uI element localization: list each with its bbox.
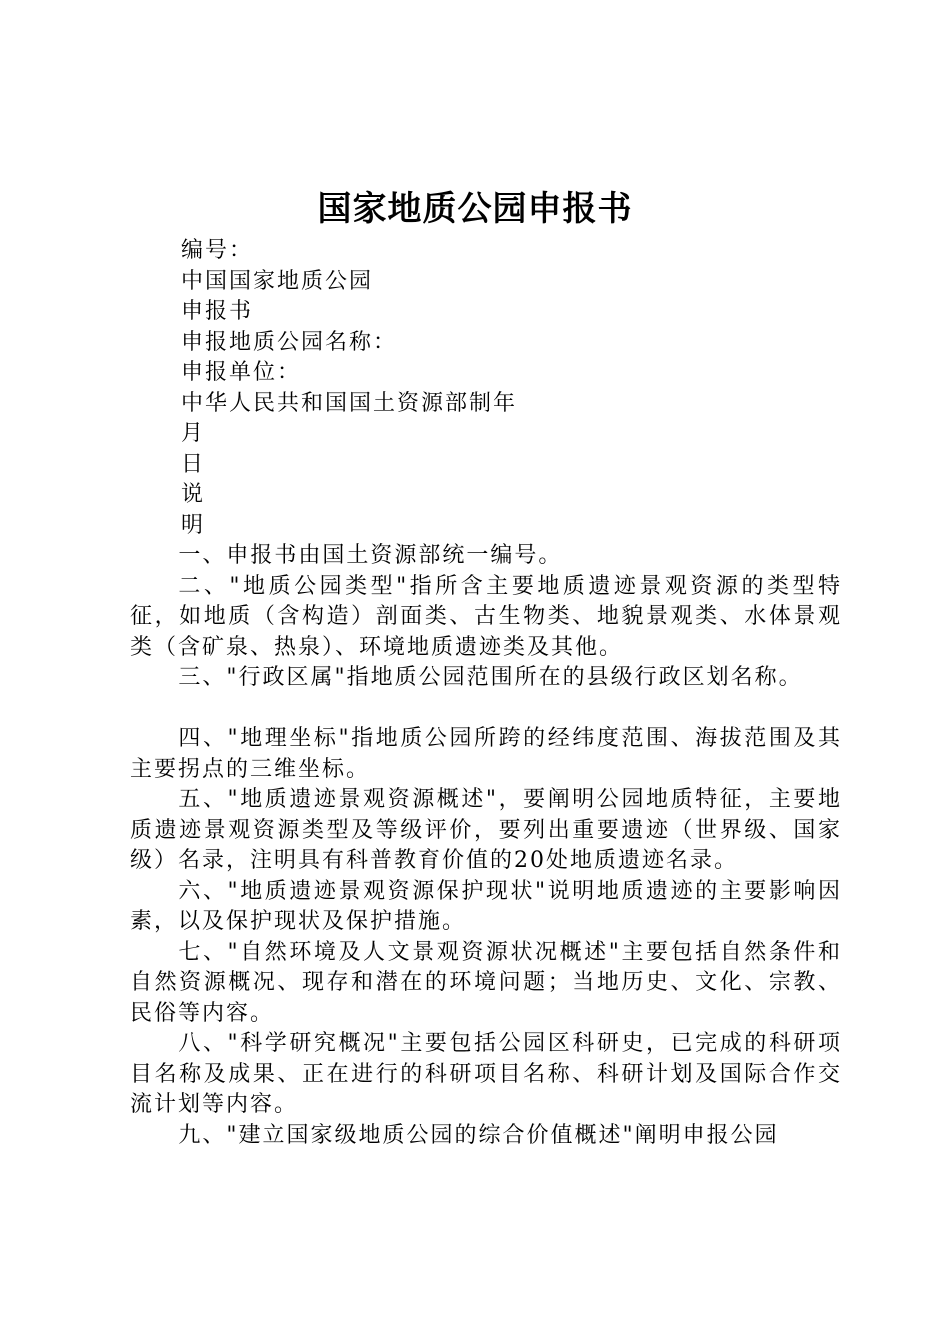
- cover-line-applicant: 申报单位：: [181, 360, 302, 385]
- instruction-paragraph: 五、"地质遗迹景观资源概述"，要阐明公园地质特征，主要地质遗迹景观资源类型及等级评价，要列出重要遗迹（世界级、国家级）名录，注明具有科普教育价值的20处地质遗迹名录。: [130, 787, 842, 873]
- cover-line-shuo: 说: [181, 482, 206, 507]
- instruction-paragraph: 四、"地理坐标"指地质公园所跨的经纬度范围、海拔范围及其主要拐点的三维坐标。: [130, 726, 842, 782]
- instruction-paragraph: 七、"自然环境及人文景观资源状况概述"主要包括自然条件和自然资源概况、现存和潜在的环境问题；当地历史、文化、宗教、民俗等内容。: [130, 939, 842, 1026]
- cover-line-park-cn: 中国国家地质公园: [181, 268, 374, 294]
- instructions-section: [130, 541, 842, 1151]
- instruction-paragraph: 一、申报书由国土资源部统一编号。: [178, 543, 563, 568]
- instruction-paragraph: 三、"行政区属"指地质公园范围所在的县级行政区划名称。: [178, 665, 803, 690]
- cover-line-day: 日: [181, 451, 206, 477]
- cover-line-ming: 明: [181, 512, 206, 538]
- cover-line-application: 申报书: [181, 299, 254, 324]
- cover-section: [181, 236, 781, 541]
- instruction-paragraph: 八、"科学研究概况"主要包括公园区科研史，已完成的科研项目名称及成果、正在进行的科研项目名称、科研计划及国际合作交流计划等内容。: [130, 1031, 842, 1117]
- document-title: 国家地质公园申报书: [317, 189, 633, 229]
- cover-line-month: 月: [181, 421, 206, 446]
- cover-line-park-name: 申报地质公园名称：: [181, 329, 398, 355]
- cover-line-number: 编号：: [181, 238, 254, 263]
- instruction-paragraph: 六、"地质遗迹景观资源保护现状"说明地质遗迹的主要影响因素，以及保护现状及保护措施。: [130, 878, 842, 934]
- cover-line-issuer: 中华人民共和国国土资源部制年: [181, 390, 518, 416]
- instruction-paragraph: 九、"建立国家级地质公园的综合价值概述"阐明申报公园: [178, 1122, 779, 1148]
- instruction-paragraph: 二、"地质公园类型"指所含主要地质遗迹景观资源的类型特征，如地质（含构造）剖面类、古生物类、地貌景观类、水体景观类（含矿泉、热泉）、环境地质遗迹类及其他。: [130, 573, 842, 660]
